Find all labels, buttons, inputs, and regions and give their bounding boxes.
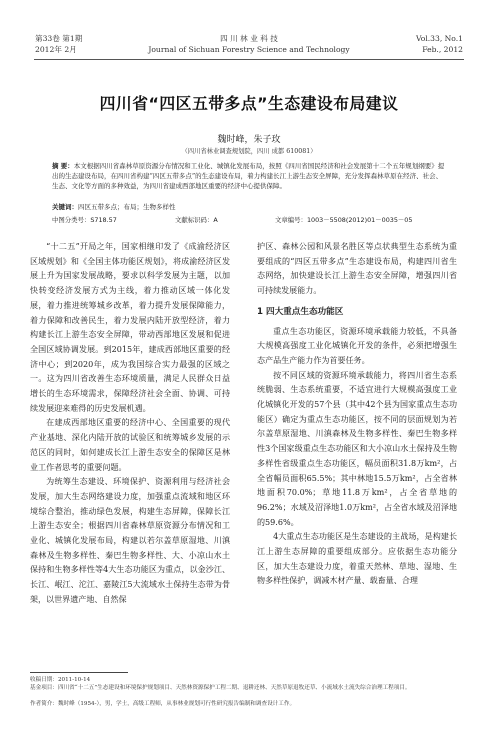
volume-issue-cn: 第33卷 第1期 xyxy=(35,34,83,43)
right-column xyxy=(257,240,457,589)
running-header-right xyxy=(416,34,463,55)
header-divider xyxy=(34,59,464,60)
journal-name-cn: 四 川 林 业 科 技 xyxy=(220,34,278,43)
body-paragraph: 重点生态功能区，资源环境承载能力较低，不具备大规模高强度工业化城镇化开发的条件，必须把增强生态产品生产能力作为首要任务。 xyxy=(257,326,457,365)
body-paragraph: 护区、森林公园和风景名胜区等点状典型生态系统为重要组成的“四区五带多点”生态建设布局，构建四川省生态网络，加快建设长江上游生态安全屏障，增强四川省可持续发展能力。 xyxy=(257,242,457,296)
body-paragraph: 在建成西部地区重要的经济中心、全国重要的现代产业基地、深化内陆开放的试验区和统筹城乡发展的示范区的同时，如何建成长江上游生态安全的保障区是林业工作者思考的重要问题。 xyxy=(30,418,230,472)
affiliation: （四川省林业调查规划院，四川 成都 610081） xyxy=(181,148,317,155)
left-column xyxy=(30,240,230,608)
document-code: 文献标识码：A xyxy=(175,216,218,224)
body-paragraph: 为统筹生态建设、环境保护、资源利用与经济社会发展，加大生态网络建设力度，加强重点流域和地区环境综合整治，推动绿色发展，构建生态屏障，保障长江上游生态安全；根据四川省森林草原资源分布情况和工业化、城镇化发展布局，构建以若尔盖草原湿地、川滇森林及生物多样性、秦巴生物多样性、大、小凉山水土保持和生物多样性等4大生态功能区为重点，以金沙江、长江、岷江、沱江、嘉陵江5大流域水土保持生态带为骨架，以世界遗产地、自然保 xyxy=(30,477,230,604)
abstract-text: 本文根据四川省森林草原资源分布情况和工业化、城镇化发展布局，按照《四川省国民经济和社会发展第十二个五年规划纲要》提出的生态建设布局，在四川省构建“四区五带多点”的生态建设布局，着力构建长江上游生态安全屏障，充分发挥森林草原在经济、社会、生态、文化等方面的多种效益，为四川省建成西部地区重要的经济中心提供保障。 xyxy=(52,162,445,190)
author-line: 魏时峰，朱子玫 xyxy=(217,135,281,145)
body-paragraph: 按不同区域的资源环境承载能力，将四川省生态系统脆弱、生态系统重要，不适宜进行大规模高强度工业化城镇化开发的57个县（其中42个县为国家重点生态功能区）确定为重点生态功能区，按不同的层面规划为若尔盖草原湿地、川滇森林及生物多样性、秦巴生物多样性3个国家级重点生态功能区和大小凉山水土保持及生物多样性省级重点生态功能区，幅员面积31.8万km²，占全省幅员面积65.5%；其中林地15.5万km²，占全省林地面积70.0%；草地11.8万km²，占全省草地的96.2%；水域及沼泽地1.0万km²，占全省水域及沼泽地的59.6%。 xyxy=(257,370,457,527)
body-paragraph: 4大重点生态功能区是生态建设的主战场，是构建长江上游生态屏障的重要组成部分。应依据生态功能分区，加大生态建设力度，着重天然林、草地、湿地、生物多样性保护，调减木材产量、载畜量、合理 xyxy=(257,532,457,586)
abstract-label: 摘 要： xyxy=(52,162,74,170)
abstract xyxy=(52,161,447,191)
keywords xyxy=(52,202,447,212)
volume-issue-en: Vol.33, No.1 xyxy=(415,34,463,43)
journal-name-en: Journal of Sichuan Forestry Science and Technology xyxy=(148,44,350,54)
article-title: 四川省“四区五带多点”生态建设布局建议 xyxy=(99,94,399,113)
footnote-received: 收稿日期：2011-10-14 xyxy=(30,677,91,683)
footnote-author-bio: 作者简介：魏时峰（1954-），男，学士，高级工程师，从事林业规划可行性研究报告编制和调查设计工作。 xyxy=(30,701,296,707)
clc-number: 中图分类号：S718.57 xyxy=(52,216,117,224)
footnote-fund: 基金项目：四川省“十二五”生态建设和环境保护规划项目、天然林资源保护工程二期、退耕还林、天然草原退牧还草、小流域水土流失综合治理工程项目。 xyxy=(30,685,411,691)
footnote-divider xyxy=(30,672,128,673)
date-en: Feb., 2012 xyxy=(422,44,463,54)
date-cn: 2012年 2月 xyxy=(35,44,77,54)
article-number: 文章编号：1003－5508(2012)01－0035－05 xyxy=(275,216,413,224)
keywords-text: 四区五带多点；布局；生物多样性 xyxy=(78,203,176,211)
keywords-label: 关键词： xyxy=(52,203,78,211)
body-paragraph: “十二五”开局之年，国家相继印发了《成渝经济区区域规划》和《全国主体功能区规划》，将成渝经济区发展上升为国家发展战略，要求以科学发展为主题，以加快转变经济发展方式为主线，着力推动区域一体化发展，着力推进统筹城乡改革，着力提升发展保障能力，着力保障和改善民生，着力发展内陆开放型经济，着力构建长江上游生态安全屏障，带动西部地区发展和促进全国区域协调发展。到2015年，建成西部地区重要的经济中心；到2020年，成为我国综合实力最强的区域之一。这为四川省改善生态环境质量，满足人民群众日益增长的生态环境需求，保障经济社会全面、协调、可持续发展迎来难得的历史发展机遇。 xyxy=(30,242,230,413)
section-heading: 1 四大重点生态功能区 xyxy=(257,306,344,317)
